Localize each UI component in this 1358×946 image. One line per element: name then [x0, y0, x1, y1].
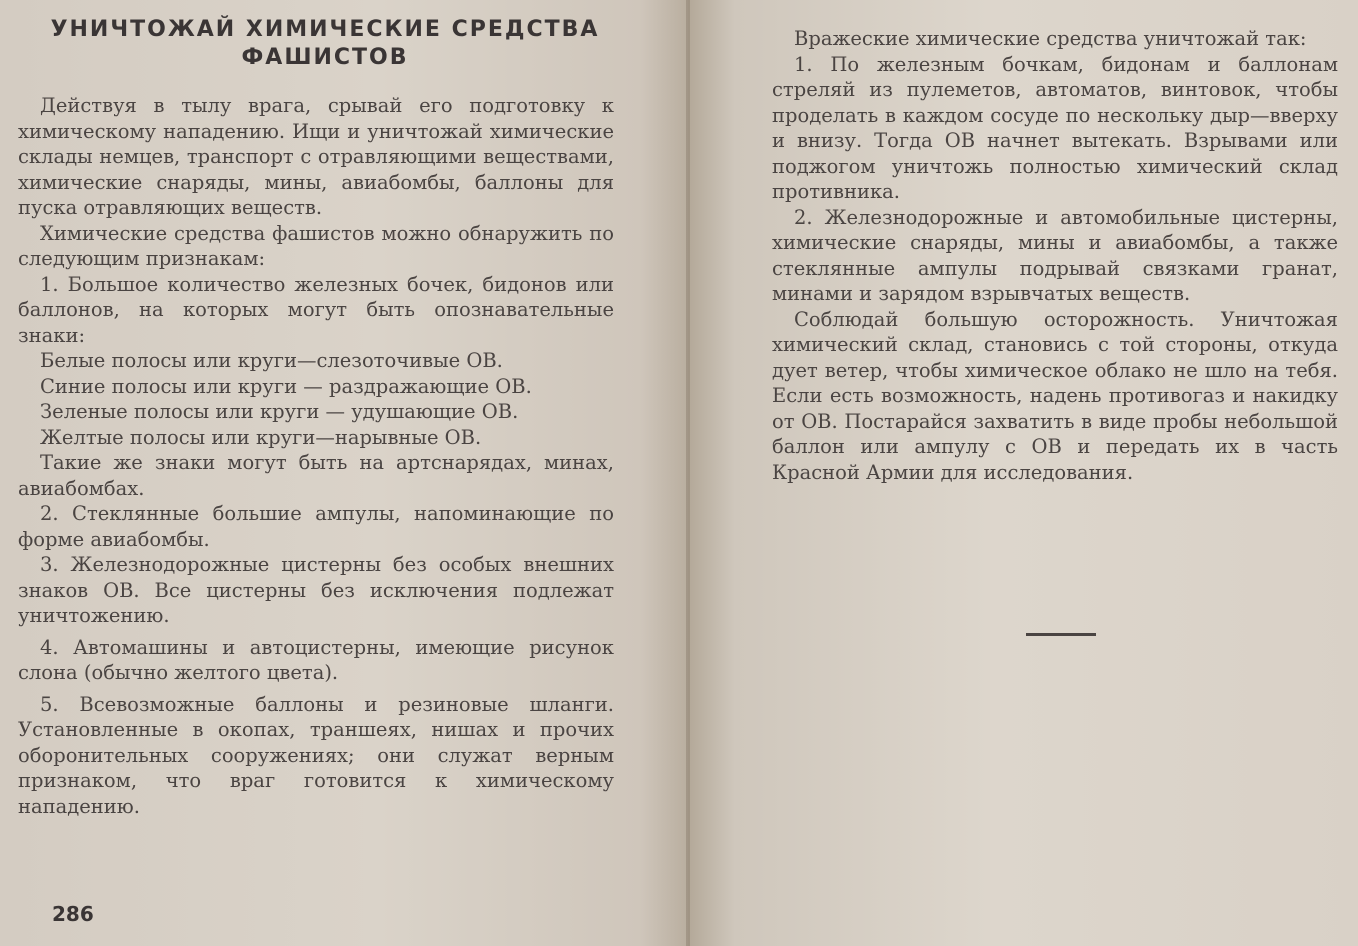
left-page-body [18, 93, 614, 819]
end-rule [1026, 633, 1096, 636]
page-heading [40, 16, 610, 72]
list-item-5: 5. Всевозможные баллоны и резиновые шланги. Установленные в окопах, траншеях, нишах и прочих оборонительных сооружениях; они служат верным признаком, что враг готовится к химическому нападению. [18, 692, 614, 818]
paragraph-destroy-intro: Вражеские химические средства уничтожай так: [794, 27, 1307, 50]
paragraph-signs-intro: Химические средства фашистов можно обнаружить по следующим признакам: [18, 221, 614, 270]
marking-white: Белые полосы или круги—слезоточивые ОВ. [40, 349, 503, 372]
paragraph-caution: Соблюдай большую осторожность. Уничтожая химический склад, становись с той стороны, откуда дует ветер, чтобы химическое облако не шло на тебя. Если есть возможность, надень противогаз и накидку от ОВ. Постарайся захватить в виде пробы небольшой баллон или ампулу с ОВ и передать их в часть Красной Армии для исследования. [772, 307, 1338, 484]
destroy-item-1: 1. По железным бочкам, бидонам и баллонам стреляй из пулеметов, автоматов, винтовок, чтобы проделать в каждом сосуде по нескольку дыр—вверху и внизу. Тогда ОВ начнет вытекать. Взрывами или поджогом уничтожь полностью химический склад противника. [772, 52, 1338, 203]
marking-note: Такие же знаки могут быть на артснарядах, минах, авиабомбах. [18, 451, 614, 500]
destroy-item-2: 2. Железнодорожные и автомобильные цистерны, химические снаряды, мины и авиабомбы, а также стеклянные ампулы подрывай связками гранат, минами и зарядом взрывчатых веществ. [772, 205, 1338, 305]
right-page [688, 0, 1358, 946]
list-item-3: 3. Железнодорожные цистерны без особых внешних знаков ОВ. Все цистерны без исключения подлежат уничтожению. [18, 553, 614, 627]
list-item-4: 4. Автомашины и автоцистерны, имеющие рисунок слона (обычно желтого цвета). [18, 635, 614, 684]
list-item-2: 2. Стеклянные большие ампулы, напоминающие по форме авиабомбы. [18, 502, 614, 551]
marking-green: Зеленые полосы или круги — удушающие ОВ. [40, 400, 519, 423]
heading-line-2: ФАШИСТОВ [241, 45, 409, 70]
book-gutter [686, 0, 690, 946]
right-page-body [772, 26, 1338, 485]
page-number: 286 [52, 902, 94, 926]
list-item-1: 1. Большое количество железных бочек, бидонов или баллонов, на которых могут быть опознавательные знаки: [18, 272, 614, 347]
heading-line-1: УНИЧТОЖАЙ ХИМИЧЕСКИЕ СРЕДСТВА [50, 17, 600, 42]
paragraph-intro: Действуя в тылу врага, срывай его подготовку к химическому нападению. Ищи и уничтожай химические склады немцев, транспорт с отравляющими веществами, химические снаряды, мины, авиабомбы, баллоны для пуска отравляющих веществ. [18, 94, 614, 219]
marking-blue: Синие полосы или круги — раздражающие ОВ. [40, 374, 532, 398]
marking-yellow: Желтые полосы или круги—нарывные ОВ. [40, 425, 482, 449]
